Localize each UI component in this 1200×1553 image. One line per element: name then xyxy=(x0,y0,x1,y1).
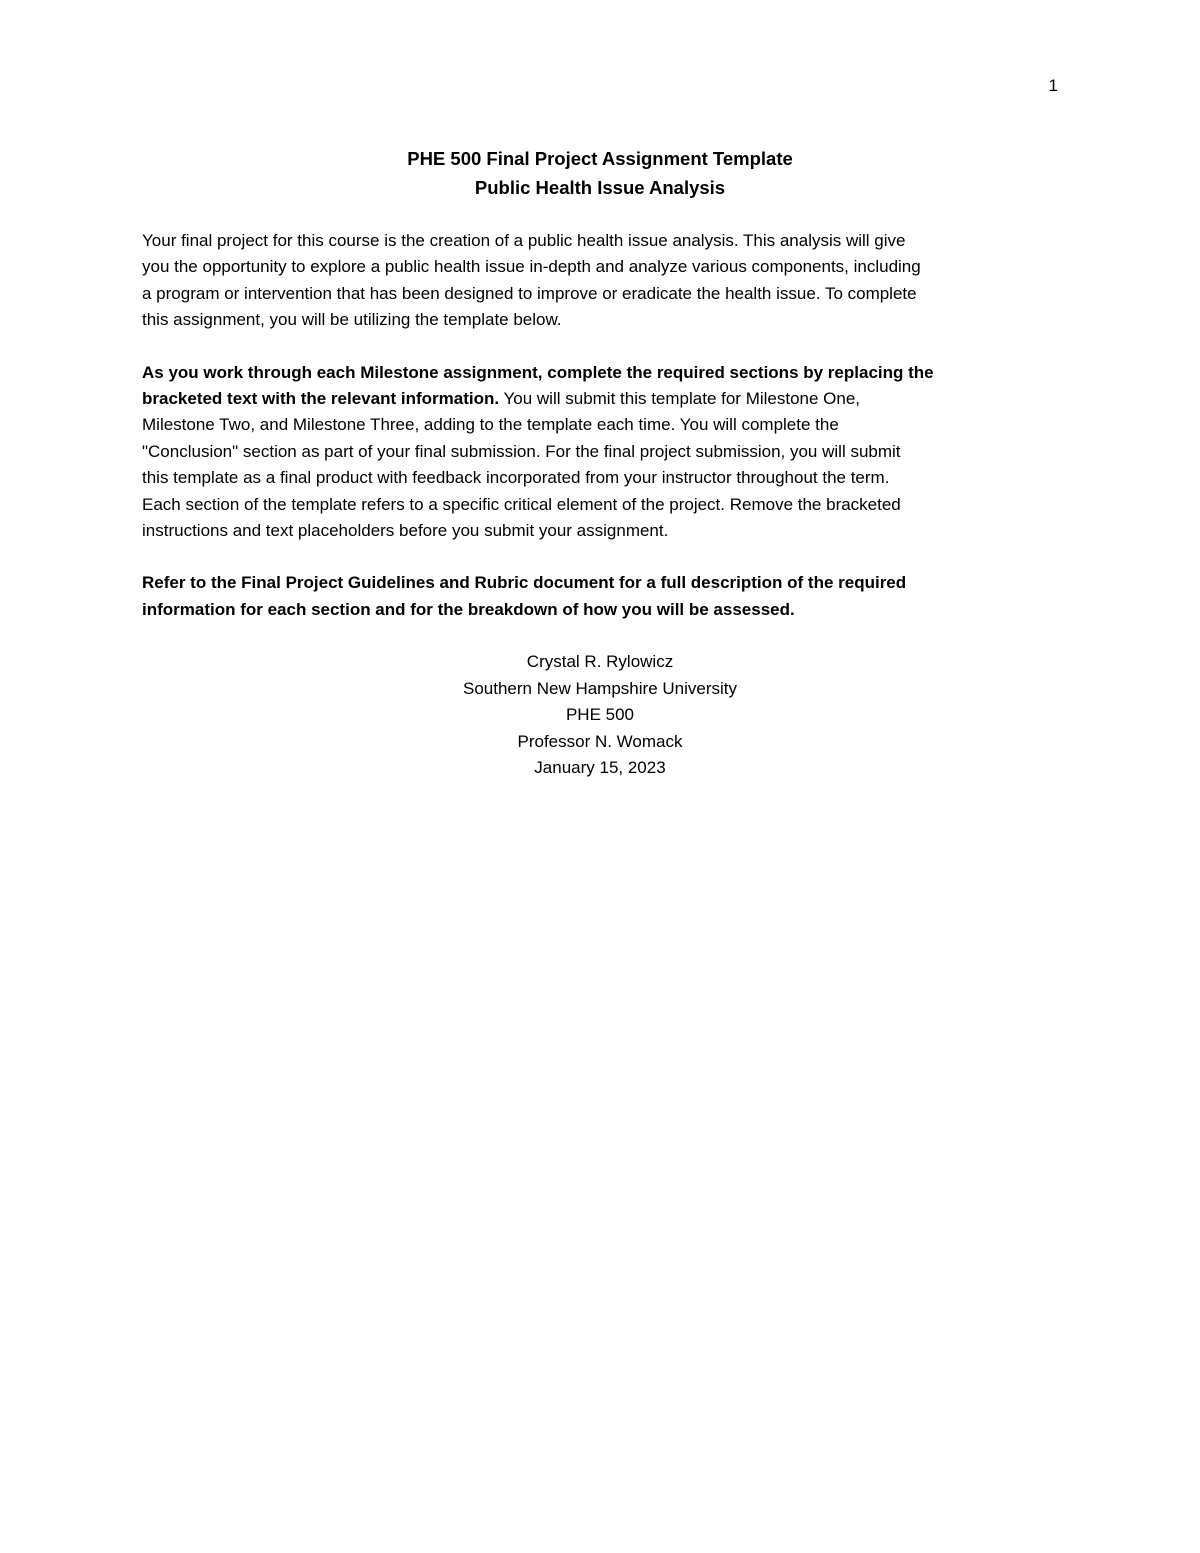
university-name: Southern New Hampshire University xyxy=(463,678,737,698)
document-title xyxy=(142,144,1058,202)
refer-line: Refer to the Final Project Guidelines and Rubric document for a full description of the required xyxy=(142,573,907,593)
refer-paragraph xyxy=(142,570,1058,623)
submission-date: January 15, 2023 xyxy=(534,757,666,777)
course-code: PHE 500 xyxy=(565,705,635,725)
milestone-line: Milestone Two, and Milestone Three, adding to the template each time. You will complete the xyxy=(142,415,839,435)
intro-line: a program or intervention that has been designed to improve or eradicate the health issue. To complete xyxy=(142,283,917,303)
page-number: 1 xyxy=(1048,76,1058,95)
intro-line: you the opportunity to explore a public health issue in-depth and analyze various components, including xyxy=(142,257,921,277)
milestone-line: "Conclusion" section as part of your final submission. For the final project submission, you will submit xyxy=(142,441,901,461)
title-line-2: Public Health Issue Analysis xyxy=(474,177,726,198)
author-name: Crystal R. Rylowicz xyxy=(526,652,674,672)
intro-paragraph xyxy=(142,228,1058,334)
spacer xyxy=(142,202,1058,228)
milestone-bold-line: As you work through each Milestone assignment, complete the required sections by replacing the xyxy=(142,362,934,382)
intro-line: this assignment, you will be utilizing the template below. xyxy=(142,310,562,330)
milestone-line: this template as a final product with feedback incorporated from your instructor throughout the term. xyxy=(142,468,890,488)
milestone-bold-text: bracketed text with the relevant information. xyxy=(142,389,500,409)
milestone-line: instructions and text placeholders before you submit your assignment. xyxy=(142,521,669,541)
title-page-info xyxy=(142,649,1058,781)
intro-line: Your final project for this course is the creation of a public health issue analysis. This analysis will give xyxy=(142,231,906,250)
title-line-1: PHE 500 Final Project Assignment Template xyxy=(407,148,793,169)
milestone-line: Each section of the template refers to a specific critical element of the project. Remove the bracketed xyxy=(142,494,901,514)
spacer xyxy=(142,623,1058,649)
refer-line: information for each section and for the breakdown of how you will be assessed. xyxy=(142,599,795,619)
milestone-paragraph xyxy=(142,360,1058,545)
spacer xyxy=(142,544,1058,570)
document-body xyxy=(142,144,1058,781)
spacer xyxy=(142,334,1058,360)
milestone-text: You will submit this template for Milestone One, xyxy=(499,389,861,409)
milestone-line xyxy=(142,386,1058,412)
professor-name: Professor N. Womack xyxy=(517,731,683,751)
